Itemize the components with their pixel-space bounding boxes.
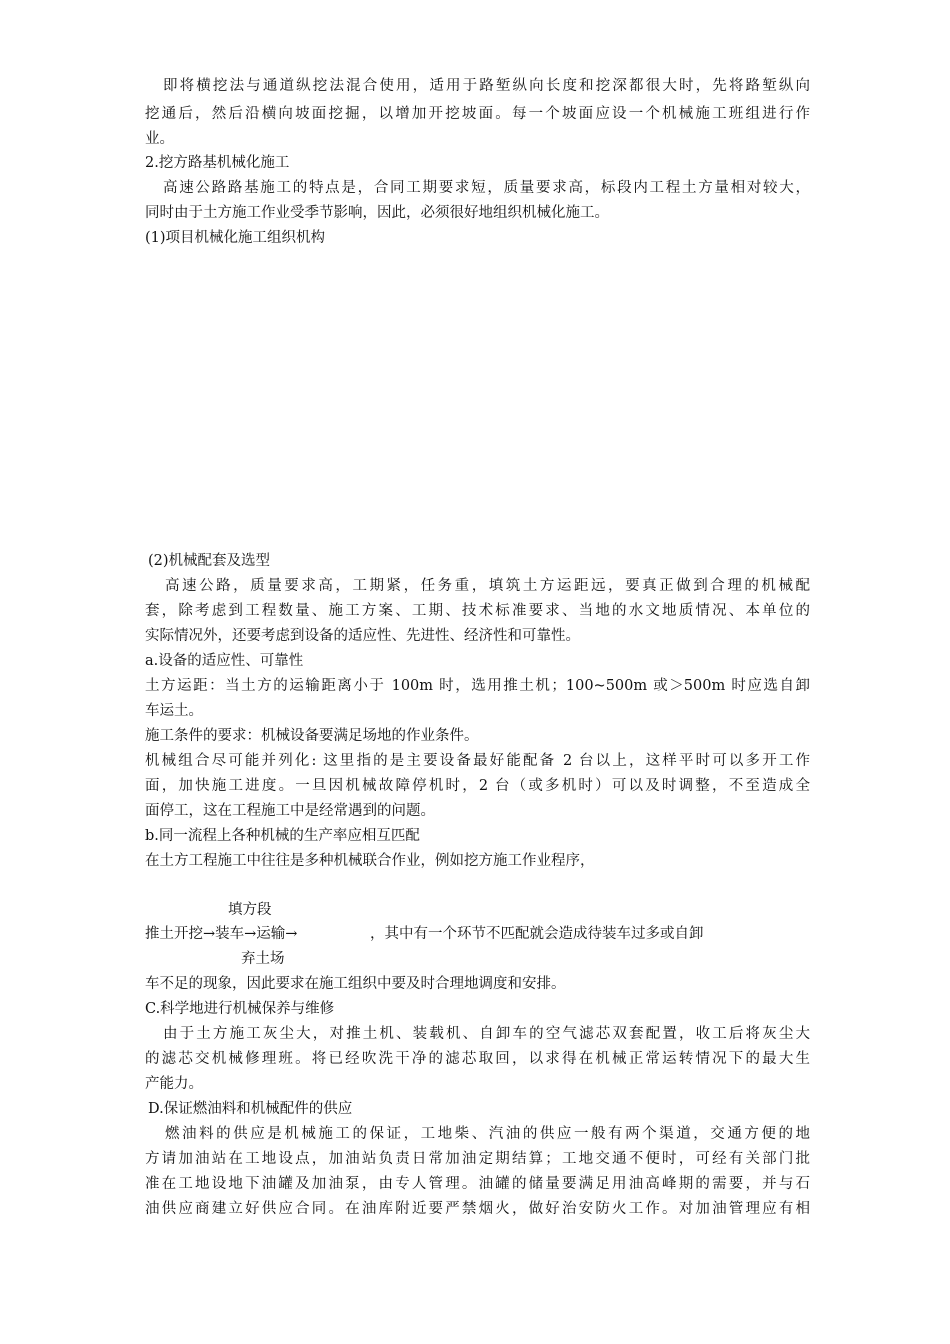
paragraph-line: 车运土。: [145, 703, 203, 719]
paragraph-line: 由于土方施工灰尘大，对推土机、装载机、自卸车的空气滤芯双套配置，收工后将灰尘大: [163, 1026, 810, 1042]
paragraph-line: 业。: [145, 131, 174, 147]
paragraph-line: 的滤芯交机械修理班。将已经吹洗干净的滤芯取回，以求得在机械正常运转情况下的最大生: [145, 1051, 810, 1067]
paragraph-line: 在土方工程施工中往往是多种机械联合作业，例如挖方施工作业程序，: [145, 853, 595, 869]
paragraph-line: 高速公路，质量要求高，工期紧，任务重，填筑土方运距远，要真正做到合理的机械配: [165, 578, 810, 594]
paragraph-line: 土方运距：当土方的运输距离小于 100m 时，选用推土机；100~500m 或＞500m 时应选自卸: [145, 678, 810, 694]
paragraph-line: 实际情况外，还要考虑到设备的适应性、先进性、经济性和可靠性。: [145, 628, 580, 644]
flow-sequence: 推土开挖→装车→运输→: [145, 926, 298, 942]
paragraph-line: 面，加快施工进度。一旦因机械故障停机时，2 台（或多机时）可以及时调整，不至造成全: [145, 778, 810, 794]
flow-sentence: ，其中有一个环节不匹配就会造成待装车过多或自卸: [370, 926, 704, 942]
paragraph-line: 产能力。: [145, 1076, 203, 1092]
paragraph-line: 高速公路路基施工的特点是，合同工期要求短，质量要求高，标段内工程土方量相对较大，: [163, 180, 810, 196]
paragraph-line: 燃油料的供应是机械施工的保证，工地柴、汽油的供应一般有两个渠道，交通方便的地: [165, 1126, 810, 1142]
subsection-heading: (2)机械配套及选型: [148, 553, 271, 569]
flow-bottom-label: 弃土场: [241, 951, 285, 967]
section-heading: 2.挖方路基机械化施工: [145, 155, 290, 171]
paragraph-line: 准在工地设地下油罐及加油泵，由专人管理。油罐的储量要满足用油高峰期的需要，并与石: [145, 1176, 810, 1192]
paragraph-line: 施工条件的要求：机械设备要满足场地的作业条件。: [145, 728, 479, 744]
paragraph-line: 同时由于土方施工作业受季节影响，因此，必须很好地组织机械化施工。: [145, 205, 609, 221]
paragraph-line: 油供应商建立好供应合同。在油库附近要严禁烟火，做好治安防火工作。对加油管理应有相: [145, 1201, 810, 1217]
paragraph-line: 车不足的现象，因此要求在施工组织中要及时合理地调度和安排。: [145, 976, 566, 992]
flow-top-label: 填方段: [228, 902, 272, 918]
paragraph-line: 面停工，这在工程施工中是经常遇到的问题。: [145, 803, 435, 819]
paragraph-line: 机械组合尽可能并列化: 这里指的是主要设备最好能配备 2 台以上，这样平时可以多开工作: [145, 753, 810, 769]
item-heading: C.科学地进行机械保养与维修: [145, 1001, 335, 1017]
item-heading: b.同一流程上各种机械的生产率应相互匹配: [145, 828, 420, 844]
subsection-heading: (1)项目机械化施工组织机构: [145, 230, 326, 246]
paragraph-line: 方请加油站在工地设点，加油站负责日常加油定期结算；工地交通不便时，可经有关部门批: [145, 1151, 810, 1167]
paragraph-line: 挖通后，然后沿横向坡面挖掘，以增加开挖坡面。每一个坡面应设一个机械施工班组进行作: [145, 106, 810, 122]
paragraph-line: 即将横挖法与通道纵挖法混合使用，适用于路堑纵向长度和挖深都很大时，先将路堑纵向: [163, 78, 810, 94]
paragraph-line: 套，除考虑到工程数量、施工方案、工期、技术标准要求、当地的水文地质情况、本单位的: [145, 603, 810, 619]
item-heading: a.设备的适应性、可靠性: [145, 653, 304, 669]
item-heading: D.保证燃油料和机械配件的供应: [148, 1101, 353, 1117]
org-chart-placeholder: [145, 262, 810, 542]
